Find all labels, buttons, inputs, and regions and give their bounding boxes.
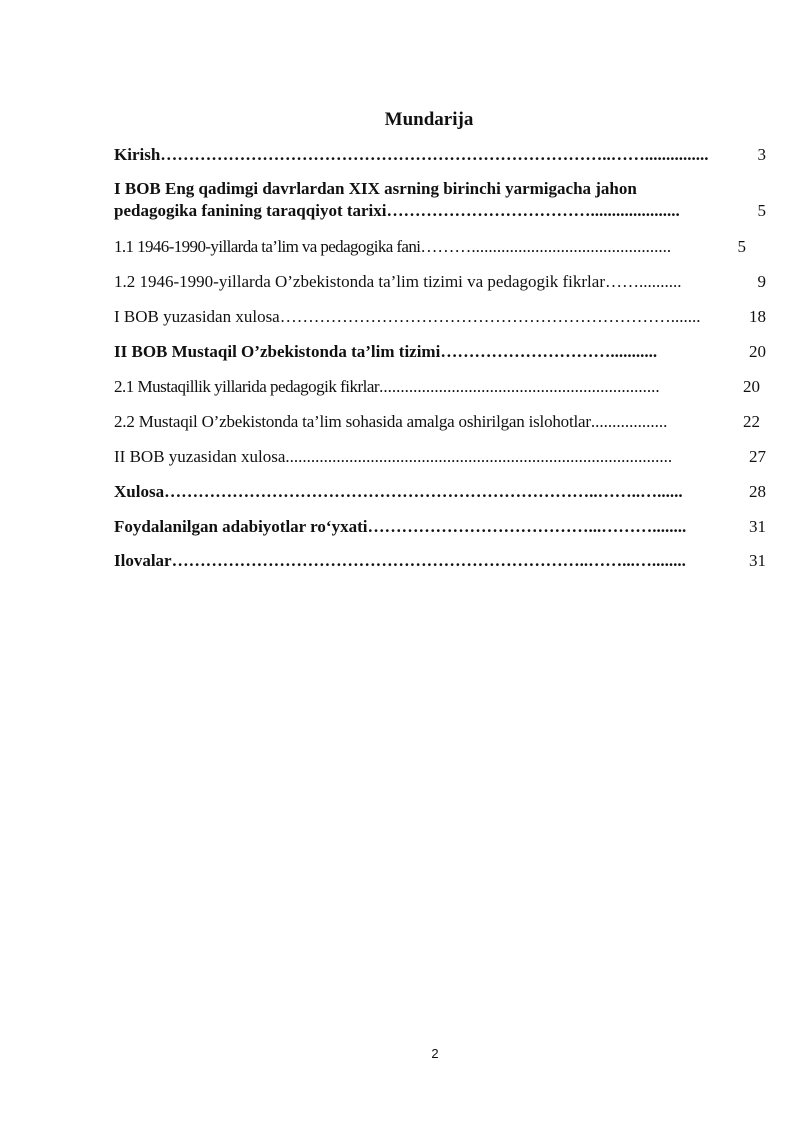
toc-entry-text: II BOB yuzasidan xulosa xyxy=(114,447,286,466)
toc-entry-text: II BOB Mustaqil O’zbekistonda ta’lim tizimi xyxy=(114,342,441,361)
toc-entry-chapter-1[interactable] xyxy=(114,178,766,222)
toc-entry-text: I BOB yuzasidan xulosa xyxy=(114,307,280,326)
toc-title: Mundarija xyxy=(384,109,474,130)
toc-dot-leader: ........................................................................................... xyxy=(285,447,673,466)
toc-dot-leader: …………………………………...………........ xyxy=(367,517,687,536)
toc-entry-text: 1.2 1946-1990-yillarda O’zbekistonda ta’lim tizimi va pedagogik fikrlar xyxy=(114,272,605,291)
toc-entry-section-1-2[interactable] xyxy=(114,271,766,293)
toc-entry-bibliography[interactable] xyxy=(114,516,766,538)
toc-dot-leader: .................. xyxy=(590,412,668,431)
toc-page-number: 3 xyxy=(757,145,766,164)
toc-page-number: 27 xyxy=(749,447,766,466)
toc-page-number: 31 xyxy=(749,551,766,570)
toc-dot-leader: …………………………………………………………………..……..…...... xyxy=(164,482,683,501)
toc-page-number: 31 xyxy=(749,517,766,536)
toc-entry-text: 1.1 1946-1990-yillarda ta’lim va pedagogika fani xyxy=(114,237,421,256)
toc-page-number: 5 xyxy=(757,201,766,220)
toc-entry-chapter-2-conclusion[interactable] xyxy=(114,446,766,468)
toc-dot-leader: ………............................................... xyxy=(420,237,672,256)
toc-page-number: 20 xyxy=(743,377,760,396)
toc-page-number: 18 xyxy=(749,307,766,326)
toc-entry-chapter-1-conclusion[interactable] xyxy=(114,306,766,328)
toc-entry-kirish[interactable] xyxy=(114,144,766,166)
toc-page-number: 22 xyxy=(743,412,760,431)
toc-dot-leader: …………………………........... xyxy=(440,342,658,361)
toc-entry-text: Xulosa xyxy=(114,482,165,501)
toc-dot-leader: ………………………………..................... xyxy=(386,201,680,220)
toc-entry-chapter-2[interactable] xyxy=(114,341,766,363)
toc-entry-section-2-2[interactable] xyxy=(114,411,760,433)
toc-entry-text: Kirish xyxy=(114,145,161,164)
toc-page-number: 9 xyxy=(757,272,766,291)
toc-entry-section-2-1[interactable] xyxy=(114,376,760,398)
toc-entry-text: Ilovalar xyxy=(114,551,172,570)
page-number: 2 xyxy=(431,1046,439,1061)
toc-page-number: 28 xyxy=(749,482,766,501)
toc-page-number: 20 xyxy=(749,342,766,361)
toc-entry-text: 2.2 Mustaqil O’zbekistonda ta’lim sohasida amalga oshirilgan islohotlar xyxy=(114,412,591,431)
toc-dot-leader: ………………………………………………………………..……...…........ xyxy=(171,551,686,570)
toc-page-number: 5 xyxy=(737,237,746,256)
toc-entry-text: pedagogika fanining taraqqiyot tarixi xyxy=(114,201,387,220)
toc-entry-text: 2.1 Mustaqillik yillarida pedagogik fikrlar xyxy=(114,377,380,396)
toc-entry-text: Foydalanilgan adabiyotlar ro‘yxati xyxy=(114,517,368,536)
toc-entry-appendices[interactable] xyxy=(114,550,766,572)
toc-entry-section-1-1[interactable] xyxy=(114,236,746,258)
toc-dot-leader: ……………………………………………………………………..……............... xyxy=(160,145,709,164)
toc-dot-leader: ……………………………………………………………....... xyxy=(279,307,701,326)
toc-entry-xulosa[interactable] xyxy=(114,481,766,503)
toc-entry-text-line1: I BOB Eng qadimgi davrlardan XIX asrning birinchi yarmigacha jahon xyxy=(114,179,637,198)
toc-dot-leader: …….......... xyxy=(604,272,682,291)
toc-dot-leader: .................................................................. xyxy=(379,377,660,396)
